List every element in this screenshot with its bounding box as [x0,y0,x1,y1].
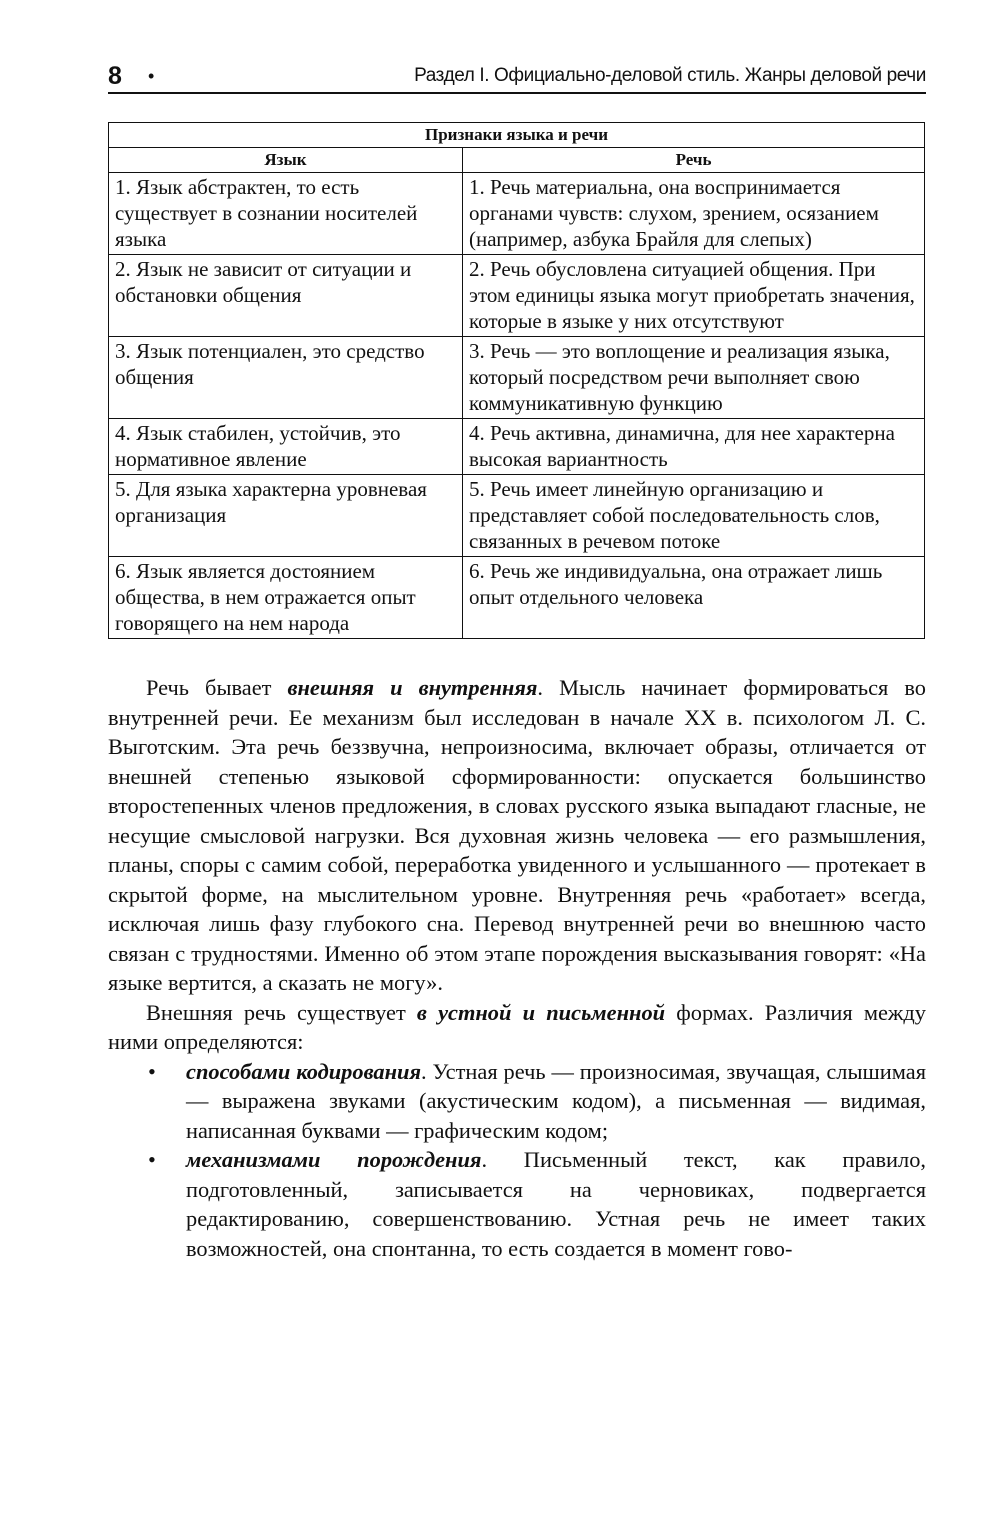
paragraph-inner-speech [108,673,926,998]
table-cell-language: 5. Для языка характерна уровневая организация [109,475,463,557]
term-written: письменной [546,999,666,1025]
bullet-icon: • [148,1058,156,1084]
language-speech-table [108,122,925,639]
list-item [108,1145,926,1263]
table-cell-speech: 1. Речь материальна, она воспринимается органами чувств: слухом, зрением, осязанием (например, азбука Брайля для слепых) [463,173,925,255]
paragraph-lead: Речь бывает [146,675,288,700]
running-title: Раздел I. Официально-деловой стиль. Жанры деловой речи [414,65,926,86]
term-oral: в устной [416,999,512,1025]
paragraph-rest: формах. Различия между ними определяются: [108,999,926,1054]
paragraph-lead: Внешняя речь существует [146,999,417,1025]
table-cell-speech: 4. Речь активна, динамична, для нее характерна высокая вариантность [463,419,925,475]
table-cell-language: 1. Язык абстрактен, то есть существует в сознании носителей языка [109,173,463,255]
column-header-language: Язык [109,148,463,173]
table-row [109,419,925,475]
body-text [108,673,926,1263]
table-cell-language: 6. Язык является достоянием общества, в нем отражается опыт говорящего на нем народа [109,557,463,639]
list-item-term: механизмами порождения [186,1147,482,1172]
table-row [109,173,925,255]
paragraph-external-speech [108,998,926,1057]
running-header [108,56,926,94]
term-external: внешняя [287,675,375,700]
table-cell-speech: 2. Речь обусловлена ситуацией общения. При этом единицы языка могут приобретать значения, которые в языке у них отсутствуют [463,255,925,337]
table-cell-speech: 5. Речь имеет линейную организацию и представляет собой последовательность слов, связанных в речевом потоке [463,475,925,557]
table-caption: Признаки языка и речи [109,123,925,148]
paragraph-rest: . Мысль начинает формироваться во внутренней речи. Ее механизм был исследован в начале XX в. психологом Л. С. Выготским. Эта речь беззвучна, непроизносима, включает образы, отличается от внешней степенью языковой сформированности: опускается большинство второстепенных членов предложения, в словах русского языка выпадают гласные, не несущие смысловой нагрузки. Вся духовная жизнь человека — его размышления, планы, споры с самим собой, переработка увиденного и услышанного — протекает в скрытой форме, на мыслительном уровне. Внутренняя речь «работает» всегда, исключая лишь фазу глубокого сна. Перевод внутренней речи во внешнюю часто связан с трудностями. Именно об этом этапе порождения высказывания говорят: «На языке вертится, а сказать не могу». [108,675,926,995]
list-item [108,1057,926,1146]
page-number: 8 [108,62,122,90]
column-header-speech: Речь [463,148,925,173]
list-item-text: . Письменный текст, как правило, подготовленный, записывается на черновиках, подвергается редактированию, совершенствованию. Устная речь не имеет таких возможностей, она спонтанна, то есть создается в момент гово- [186,1147,927,1261]
table-cell-language: 2. Язык не зависит от ситуации и обстановки общения [109,255,463,337]
list-item-term: способами кодирования [186,1058,422,1084]
table-cell-speech: 3. Речь — это воплощение и реализация языка, который посредством речи выполняет свою коммуникативную функцию [463,337,925,419]
term-conjunction: и [511,999,547,1025]
table-cell-language: 4. Язык стабилен, устойчив, это нормативное явление [109,419,463,475]
header-bullet: • [148,66,155,86]
bullet-icon: • [148,1147,156,1172]
table-cell-language: 3. Язык потенциален, это средство общения [109,337,463,419]
table-row [109,475,925,557]
table-row [109,337,925,419]
table-cell-speech: 6. Речь же индивидуальна, она отражает лишь опыт отдельного человека [463,557,925,639]
term-internal: внутренняя [418,675,538,700]
table-row [109,557,925,639]
list-item-text: . Устная речь — произносимая, звучащая, слышимая — выражена звуками (акустическим кодом), а письменная — видимая, написанная буквами — графическим кодом; [186,1058,926,1143]
table-row [109,255,925,337]
book-page [108,56,926,1263]
term-conjunction: и [374,675,419,700]
differences-list [108,1057,926,1264]
